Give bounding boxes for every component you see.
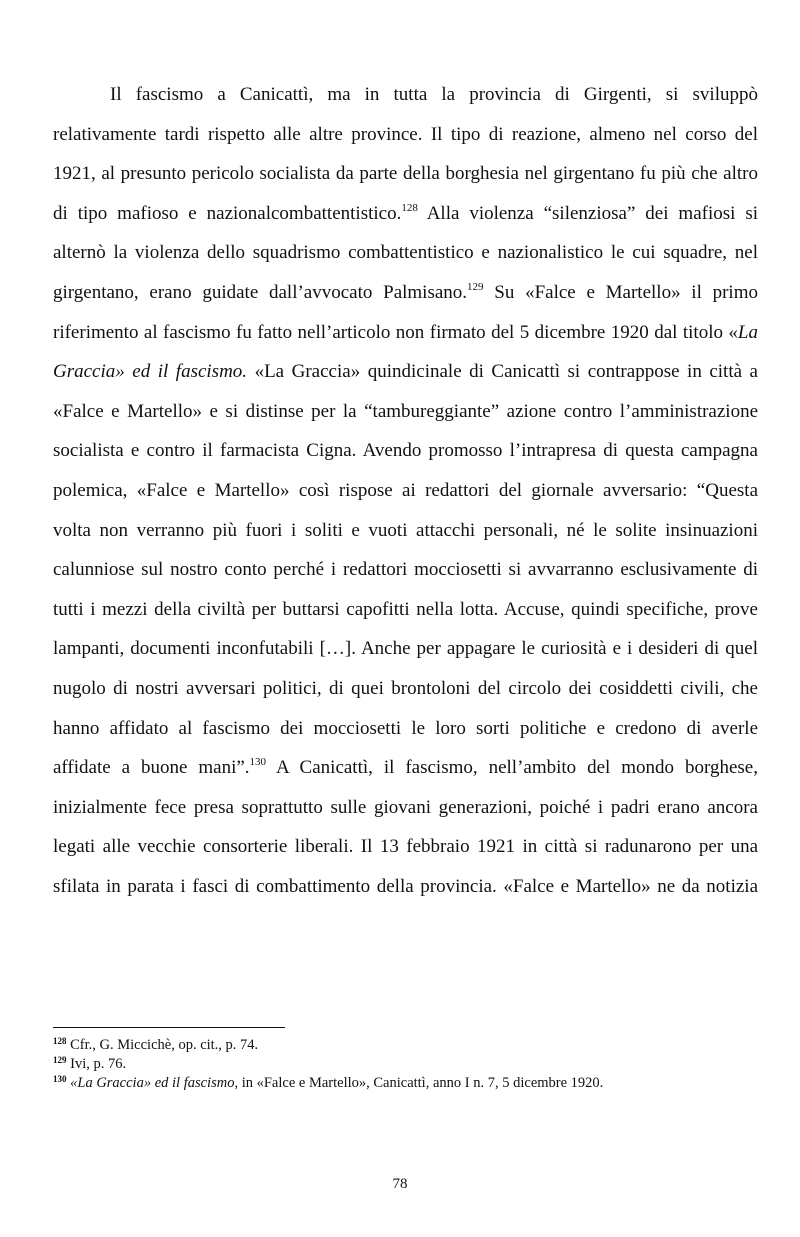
footnote-number: 128: [53, 1036, 67, 1046]
text-line: [53, 795, 758, 835]
footnote: [53, 1055, 753, 1074]
text-run: Su «Falce e Martello» il primo: [483, 281, 758, 303]
footnote-separator: [53, 1027, 285, 1028]
footnote-ref: 128: [401, 201, 418, 214]
text-line: [53, 201, 758, 241]
text-run: volta non verranno più fuori i soliti e vuoti attacchi personali, né le solite insinuazioni: [53, 519, 758, 541]
body-text: [53, 82, 758, 913]
text-line: [53, 834, 758, 874]
text-line: [53, 636, 758, 676]
text-line: [53, 320, 758, 360]
text-run: Cfr., G. Miccichè, op. cit., p. 74.: [66, 1037, 259, 1053]
text-line: [53, 438, 758, 478]
footnotes: [53, 1036, 753, 1093]
footnote-ref: 130: [249, 756, 267, 769]
text-line: [53, 280, 758, 320]
footnote-ref: 129: [467, 280, 484, 293]
text-run: legati alle vecchie consorterie liberali. Il 13 febbraio 1921 in città si radunarono per una: [53, 836, 758, 858]
text-line: [53, 240, 758, 280]
text-run: A Canicattì, il fascismo, nell’ambito del mondo borghese,: [266, 757, 758, 779]
text-run: di tipo mafioso e nazionalcombattentistico.: [53, 202, 402, 224]
text-line: [53, 399, 758, 439]
text-line: [53, 755, 758, 795]
italic-text: «La Graccia» ed il fascismo: [70, 1075, 235, 1091]
text-run: alternò la violenza dello squadrismo combattentistico e nazionalistico le cui squadre, nel: [53, 242, 758, 264]
italic-text: Graccia» ed il fascismo.: [53, 361, 248, 383]
text-run: Alla violenza “silenziosa” dei mafiosi si: [417, 202, 758, 224]
text-run: tutti i mezzi della civiltà per buttarsi capofitti nella lotta. Accuse, quindi specifiche, prove: [53, 598, 758, 620]
text-run: calunniose sul nostro conto perché i redattori mocciosetti si avvarranno esclusivamente di: [53, 559, 758, 581]
text-line: [53, 518, 758, 558]
text-line: [53, 161, 758, 201]
text-run: girgentano, erano guidate dall’avvocato Palmisano.: [53, 281, 468, 303]
text-run: hanno affidato al fascismo dei mocciosetti le loro sorti politiche e credono di averle: [53, 717, 758, 739]
footnote-number: 129: [53, 1055, 67, 1065]
text-line: [53, 557, 758, 597]
text-run: relativamente tardi rispetto alle altre province. Il tipo di reazione, almeno nel corso del: [53, 123, 758, 145]
text-run: «Falce e Martello» e si distinse per la “tambureggiante” azione contro l’amministrazione: [53, 400, 758, 422]
footnote: [53, 1036, 753, 1055]
text-run: 1921, al presunto pericolo socialista da parte della borghesia nel girgentano fu più che altro: [53, 163, 758, 185]
text-run: sfilata in parata i fasci di combattimento della provincia. «Falce e Martello» ne da notizia: [53, 875, 758, 897]
text-line: [53, 478, 758, 518]
text-run: , in «Falce e Martello», Canicattì, anno I n. 7, 5 dicembre 1920.: [234, 1075, 604, 1091]
text-run: «La Graccia» quindicinale di Canicattì si contrappose in città a: [247, 361, 758, 383]
text-line: [53, 676, 758, 716]
text-run: inizialmente fece presa soprattutto sulle giovani generazioni, poiché i padri erano ancora: [53, 796, 758, 818]
footnote-number: 130: [53, 1074, 67, 1084]
text-line: [53, 82, 758, 122]
text-run: lampanti, documenti inconfutabili […]. Anche per appagare le curiosità e i desideri di quel: [53, 638, 758, 660]
page-number: 78: [392, 1176, 408, 1192]
italic-text: La: [737, 321, 758, 343]
text-run: affidate a buone mani”.: [53, 757, 250, 779]
text-line: [53, 874, 758, 914]
text-run: polemica, «Falce e Martello» così rispose ai redattori del giornale avversario: “Questa: [53, 479, 758, 501]
text-line: [53, 597, 758, 637]
text-run: socialista e contro il farmacista Cigna. Avendo promosso l’intrapresa di questa campagna: [53, 440, 758, 462]
text-run: Il fascismo a Canicattì, ma in tutta la provincia di Girgenti, si sviluppò: [110, 84, 758, 105]
footnote: [53, 1074, 753, 1093]
text-run: nugolo di nostri avversari politici, di quei brontoloni del circolo dei cosiddetti civili, che: [53, 677, 758, 699]
text-run: Ivi, p. 76.: [66, 1056, 127, 1072]
text-run: riferimento al fascismo fu fatto nell’articolo non firmato del 5 dicembre 1920 dal titolo «: [53, 321, 738, 343]
text-line: [53, 122, 758, 162]
text-line: [53, 716, 758, 756]
text-line: [53, 359, 758, 399]
